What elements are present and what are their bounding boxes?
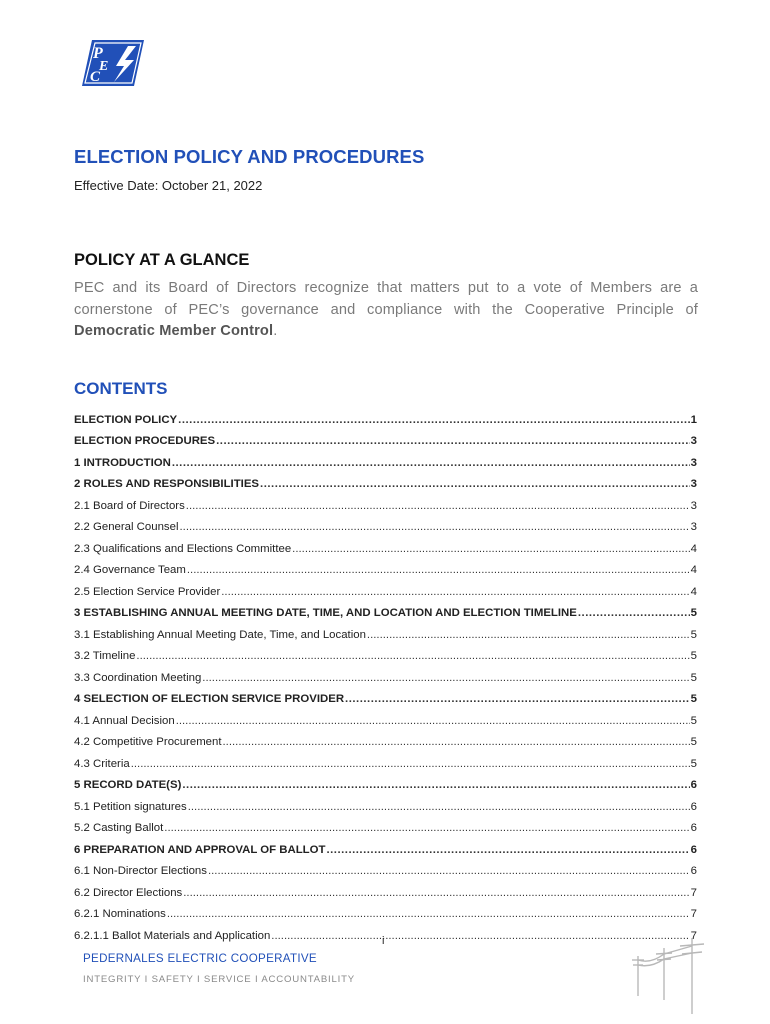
toc-entry-label: 3 ESTABLISHING ANNUAL MEETING DATE, TIME, AND LOCATION AND ELECTION TIMELINE — [74, 607, 577, 619]
toc-entry[interactable] — [74, 813, 697, 835]
toc-entry[interactable] — [74, 619, 697, 641]
toc-entry-page: 4 — [690, 542, 697, 555]
footer-company-name: PEDERNALES ELECTRIC COOPERATIVE — [83, 952, 317, 965]
pec-logo-icon — [80, 38, 146, 88]
toc-entry-page: 3 — [690, 499, 697, 512]
page-number: i — [382, 935, 385, 947]
toc-entry-page: 5 — [690, 628, 697, 641]
toc-entry-page: 3 — [690, 521, 697, 533]
toc-leader-dots — [131, 758, 690, 770]
document-title: ELECTION POLICY AND PROCEDURES — [74, 146, 425, 167]
toc-entry[interactable] — [74, 856, 697, 878]
toc-entry-page: 6 — [690, 822, 697, 834]
toc-leader-dots — [367, 629, 690, 641]
toc-leader-dots — [186, 500, 690, 512]
toc-entry-label: 4 SELECTION OF ELECTION SERVICE PROVIDER — [74, 693, 345, 705]
toc-entry-label: 1 INTRODUCTION — [74, 456, 171, 469]
toc-entry-label: 4.3 Criteria — [74, 757, 130, 770]
toc-entry-label: 6.2.1.1 Ballot Materials and Application — [74, 929, 271, 942]
toc-leader-dots — [223, 736, 690, 748]
toc-entry-label: 6 PREPARATION AND APPROVAL OF BALLOT — [74, 843, 326, 856]
glance-paragraph — [74, 278, 698, 343]
toc-leader-dots — [176, 715, 690, 727]
toc-entry[interactable] — [74, 705, 697, 727]
toc-entry-page: 7 — [690, 929, 697, 942]
toc-entry-page: 1 — [690, 413, 697, 426]
toc-entry-page: 5 — [690, 757, 697, 770]
toc-leader-dots — [167, 908, 690, 920]
toc-entry-page: 5 — [690, 736, 697, 748]
toc-entry-label: 2.1 Board of Directors — [74, 499, 185, 512]
toc-entry[interactable] — [74, 748, 697, 770]
toc-entry-label: 3.1 Establishing Annual Meeting Date, Time, and Location — [74, 628, 366, 641]
toc-entry-page: 3 — [690, 478, 697, 490]
toc-entry[interactable] — [74, 877, 697, 899]
toc-entry-label: 3.2 Timeline — [74, 650, 136, 662]
toc-entry-page: 5 — [690, 650, 697, 662]
toc-entry-label: 5 RECORD DATE(S) — [74, 779, 182, 791]
toc-entry-label: 5.1 Petition signatures — [74, 800, 187, 813]
toc-leader-dots — [182, 779, 689, 791]
toc-entry[interactable] — [74, 469, 697, 491]
toc-leader-dots — [260, 478, 690, 490]
toc-entry-label: 2.5 Election Service Provider — [74, 585, 221, 598]
toc-entry[interactable] — [74, 791, 697, 813]
toc-leader-dots — [271, 930, 689, 942]
toc-leader-dots — [578, 607, 690, 619]
toc-entry[interactable] — [74, 641, 697, 663]
toc-leader-dots — [172, 457, 690, 469]
toc-entry-label: 2.2 General Counsel — [74, 521, 179, 533]
toc-entry-page: 7 — [690, 908, 697, 920]
glance-heading: POLICY AT A GLANCE — [74, 251, 250, 269]
toc-entry-page: 5 — [690, 714, 697, 727]
glance-text-end: . — [273, 323, 278, 339]
toc-entry[interactable] — [74, 598, 697, 620]
toc-entry-page: 3 — [690, 435, 697, 447]
toc-entry-label: 2 ROLES AND RESPONSIBILITIES — [74, 478, 260, 490]
toc-entry[interactable] — [74, 684, 697, 706]
toc-entry[interactable] — [74, 533, 697, 555]
toc-entry[interactable] — [74, 899, 697, 921]
toc-leader-dots — [164, 822, 689, 834]
toc-entry-page: 6 — [690, 843, 697, 856]
svg-text:E: E — [99, 59, 109, 74]
toc-leader-dots — [326, 844, 689, 856]
toc-leader-dots — [178, 414, 690, 426]
toc-leader-dots — [188, 801, 690, 813]
toc-leader-dots — [292, 543, 689, 555]
utility-poles-icon — [630, 934, 710, 1014]
toc-entry[interactable] — [74, 555, 697, 577]
toc-leader-dots — [221, 586, 689, 598]
toc-entry-page: 4 — [690, 564, 697, 576]
toc-entry[interactable] — [74, 490, 697, 512]
toc-entry-label: 4.2 Competitive Procurement — [74, 736, 222, 748]
pec-logo — [80, 38, 146, 88]
toc-leader-dots — [208, 865, 690, 877]
toc-entry-label: 3.3 Coordination Meeting — [74, 671, 202, 684]
toc-leader-dots — [136, 650, 689, 662]
footer-tagline: INTEGRITY I SAFETY I SERVICE I ACCOUNTABILITY — [83, 974, 355, 985]
toc-entry-label: 2.3 Qualifications and Elections Committee — [74, 542, 292, 555]
toc-entry[interactable] — [74, 576, 697, 598]
toc-leader-dots — [187, 564, 690, 576]
toc-leader-dots — [179, 521, 689, 533]
toc-entry[interactable] — [74, 447, 697, 469]
svg-text:C: C — [90, 69, 101, 85]
svg-text:P: P — [93, 45, 103, 62]
glance-text: PEC and its Board of Directors recognize that matters put to a vote of Members are a cornerstone of PEC’s governance and compliance with the Cooperative Principle of — [74, 280, 698, 318]
toc-leader-dots — [216, 435, 690, 447]
toc-entry[interactable] — [74, 512, 697, 534]
toc-leader-dots — [183, 887, 689, 899]
toc-entry-page: 5 — [690, 693, 697, 705]
toc-entry-label: 2.4 Governance Team — [74, 564, 186, 576]
table-of-contents — [74, 404, 697, 942]
toc-entry-page: 5 — [690, 671, 697, 684]
toc-entry-label: 6.2.1 Nominations — [74, 908, 166, 920]
toc-entry[interactable] — [74, 834, 697, 856]
toc-entry-page: 7 — [690, 886, 697, 899]
toc-leader-dots — [345, 693, 690, 705]
toc-entry-label: 6.2 Director Elections — [74, 886, 183, 899]
toc-entry-page: 4 — [690, 585, 697, 598]
toc-entry[interactable] — [74, 920, 697, 942]
toc-entry-page: 6 — [690, 779, 697, 791]
toc-entry-label: 5.2 Casting Ballot — [74, 822, 164, 834]
toc-entry[interactable] — [74, 404, 697, 426]
toc-entry-page: 3 — [690, 456, 697, 469]
toc-entry-page: 5 — [690, 607, 697, 619]
toc-entry-label: ELECTION POLICY — [74, 413, 178, 426]
contents-heading: CONTENTS — [74, 379, 168, 398]
effective-date: Effective Date: October 21, 2022 — [74, 178, 263, 193]
toc-entry[interactable] — [74, 727, 697, 749]
toc-entry-page: 6 — [690, 800, 697, 813]
toc-entry[interactable] — [74, 662, 697, 684]
toc-entry[interactable] — [74, 770, 697, 792]
toc-entry-label: 6.1 Non-Director Elections — [74, 865, 207, 877]
toc-entry-label: ELECTION PROCEDURES — [74, 435, 216, 447]
toc-entry-page: 6 — [690, 865, 697, 877]
toc-entry-label: 4.1 Annual Decision — [74, 714, 175, 727]
toc-leader-dots — [202, 672, 689, 684]
toc-entry[interactable] — [74, 426, 697, 448]
glance-bold-text: Democratic Member Control — [74, 323, 274, 339]
